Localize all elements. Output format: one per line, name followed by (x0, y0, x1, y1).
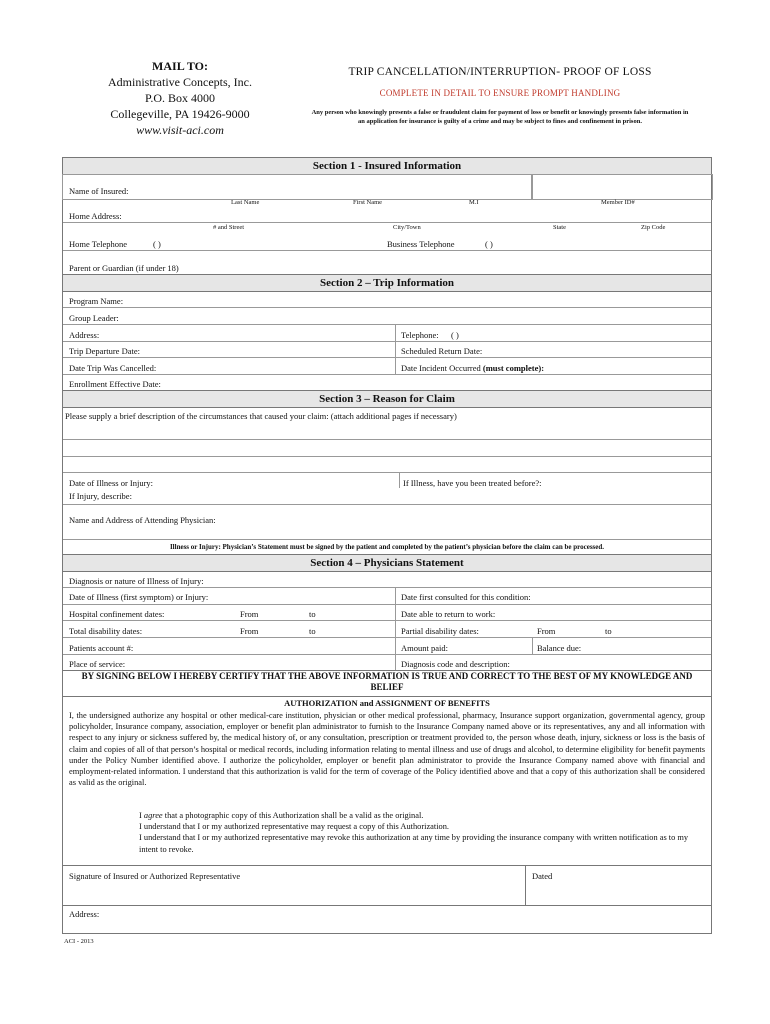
group-leader-line[interactable] (63, 324, 711, 325)
injury-describe-label: If Injury, describe: (69, 491, 132, 501)
amount-paid-label: Amount paid: (401, 643, 448, 653)
signature-field[interactable] (63, 882, 523, 904)
last-name-hint: Last Name (231, 199, 260, 206)
authorization-item-1: I agree that a photographic copy of this Authorization shall be a valid as the original. (139, 811, 424, 820)
home-address-label: Home Address: (69, 211, 122, 221)
departure-date-label: Trip Departure Date: (69, 346, 140, 356)
member-id-field[interactable] (531, 174, 713, 200)
description-line-1[interactable] (63, 439, 711, 440)
divider (63, 696, 711, 697)
partial-from: From (537, 626, 556, 636)
mail-to-label: MAIL TO: (152, 59, 208, 73)
divider (63, 587, 711, 588)
divider (63, 654, 711, 655)
divider (395, 587, 396, 671)
insured-name-label: Name of Insured: (69, 186, 129, 196)
divider (63, 905, 711, 906)
mail-to-block (80, 58, 280, 138)
diagnosis-label: Diagnosis or nature of Illness of Injury: (69, 576, 204, 586)
cancelled-date-label: Date Trip Was Cancelled: (69, 363, 157, 373)
return-date-label: Scheduled Return Date: (401, 346, 483, 356)
street-hint: # and Street (213, 224, 245, 231)
physician-notice: Illness or Injury: Physician’s Statement must be signed by the patient and completed by the patient’s physician before the claim can be processed. (169, 543, 605, 551)
business-phone-label: Business Telephone (387, 239, 455, 249)
business-phone-field[interactable]: ( ) (485, 239, 493, 249)
incident-date-label: Date Incident Occurred (must complete): (401, 363, 545, 373)
trip-telephone-label: Telephone: (401, 330, 439, 340)
physician-label: Name and Address of Attending Physician: (69, 515, 216, 525)
city-hint: City/Town (393, 224, 421, 231)
place-service-label: Place of service: (69, 659, 126, 669)
first-consulted-label: Date first consulted for this condition: (401, 592, 531, 602)
balance-due-label: Balance due: (537, 643, 582, 653)
authorization-item-3: I understand that I or my authorized representative may revoke this authorization at any time by providing the insurance company with written notification as to my intent to revoke. (139, 833, 689, 854)
form-subtitle: COMPLETE IN DETAIL TO ENSURE PROMPT HANDLING (379, 88, 621, 98)
divider (63, 604, 711, 605)
first-symptom-label: Date of Illness (first symptom) or Injury: (69, 592, 209, 602)
trip-address-label: Address: (69, 330, 100, 340)
hospital-from: From (240, 609, 259, 619)
form-title-block (300, 66, 700, 126)
fraud-warning: Any person who knowingly presents a false or fraudulent claim for payment of loss or benefit or knowingly presents false information in an application for insurance is guilty of a crime and may be subject to fines and confinement in prison. (311, 109, 689, 125)
member-id-hint: Member ID# (601, 199, 635, 206)
enrollment-date-label: Enrollment Effective Date: (69, 379, 161, 389)
authorization-item-2: I understand that I or my authorized representative may request a copy of this Authorization. (139, 822, 450, 832)
divider (63, 865, 711, 866)
partial-disability-label: Partial disability dates: (401, 626, 479, 636)
home-phone-label: Home Telephone (69, 239, 128, 249)
zip-hint: Zip Code (641, 224, 666, 231)
website: www.visit-aci.com (136, 123, 224, 137)
patient-account-label: Patients account #: (69, 643, 134, 653)
home-address-line[interactable] (63, 222, 711, 223)
divider (525, 865, 526, 905)
total-to: to (309, 626, 316, 636)
section1-title: Section 1 - Insured Information (63, 158, 711, 175)
state-hint: State (553, 224, 566, 231)
divider (63, 637, 711, 638)
description-line-2[interactable] (63, 456, 711, 457)
total-from: From (240, 626, 259, 636)
divider (399, 472, 400, 488)
divider (532, 637, 533, 654)
section4-title: Section 4 – Physicians Statement (63, 554, 711, 572)
authorization-title: AUTHORIZATION and ASSIGNMENT OF BENEFITS (284, 698, 490, 708)
city-line: Collegeville, PA 19426-9000 (110, 107, 250, 121)
section2-title: Section 2 – Trip Information (63, 274, 711, 292)
authorization-items (139, 810, 691, 855)
divider (63, 357, 711, 358)
certify-statement: BY SIGNING BELOW I HEREBY CERTIFY THAT THE ABOVE INFORMATION IS TRUE AND CORRECT TO THE BEST OF MY KNOWLEDGE AND BELIEF (81, 671, 693, 692)
first-name-hint: First Name (353, 199, 383, 206)
dated-label: Dated (532, 871, 553, 881)
company-name: Administrative Concepts, Inc. (108, 75, 252, 89)
po-box: P.O. Box 4000 (144, 91, 215, 105)
section3-title: Section 3 – Reason for Claim (63, 390, 711, 408)
return-work-label: Date able to return to work: (401, 609, 496, 619)
divider (63, 341, 711, 342)
divider (63, 250, 711, 251)
diagnosis-code-label: Diagnosis code and description: (401, 659, 510, 669)
mi-hint: M.I (469, 199, 479, 206)
claim-description-label: Please supply a brief description of the circumstances that caused your claim: (attach additional pages if necessary) (65, 411, 457, 421)
divider (63, 539, 711, 540)
footer-code: ACI - 2013 (64, 938, 94, 945)
signature-label: Signature of Insured or Authorized Representative (69, 871, 241, 881)
guardian-label: Parent or Guardian (if under 18) (69, 263, 179, 273)
trip-telephone-field[interactable]: ( ) (451, 330, 459, 340)
treated-before-label: If Illness, have you been treated before?: (403, 478, 542, 488)
hospital-dates-label: Hospital confinement dates: (69, 609, 165, 619)
hospital-to: to (309, 609, 316, 619)
program-name-line[interactable] (63, 307, 711, 308)
illness-date-label: Date of Illness or Injury: (69, 478, 154, 488)
authorization-body: I, the undersigned authorize any hospital or other medical-care institution, physician or other medical professional, pharmacy, Insurance support organization, governmental agency, group policyholder, Insurance company, association, employer or benefit plan administrator to furnish to the Insurance Company named above or its representatives, any and all information with respect to any injury or sickness suffered by, the medical history of, or any consultation, prescription or treatment provided to, the person whose death, injury, sickness or loss is the basis of claim and copies of all of that person’s hospital or medical records, including information relating to mental illness and use of drugs and alcohol, to determine eligibility for benefit payments under the Policy Number identified above. I authorize the policyholder, employer or benefit plan administrator to provide the Insurance Company named above with financial and employment-related information. I understand that this authorization is valid for the term of coverage of the Policy identified above and that a copy of this authorization shall be considered as valid as the original. (69, 711, 705, 788)
divider (395, 324, 396, 374)
program-name-label: Program Name: (69, 296, 124, 306)
divider (63, 504, 711, 505)
divider (63, 620, 711, 621)
form-title: TRIP CANCELLATION/INTERRUPTION- PROOF OF LOSS (348, 66, 652, 78)
partial-to: to (605, 626, 612, 636)
home-phone-field[interactable]: ( ) (153, 239, 161, 249)
divider (63, 374, 711, 375)
group-leader-label: Group Leader: (69, 313, 119, 323)
description-line-3[interactable] (63, 472, 711, 473)
signature-address-label: Address: (69, 909, 100, 919)
claim-form (62, 157, 712, 934)
dated-field[interactable] (527, 882, 709, 904)
signature-address-field[interactable] (63, 920, 709, 932)
total-disability-label: Total disability dates: (69, 626, 143, 636)
insured-name-field[interactable] (62, 174, 533, 200)
